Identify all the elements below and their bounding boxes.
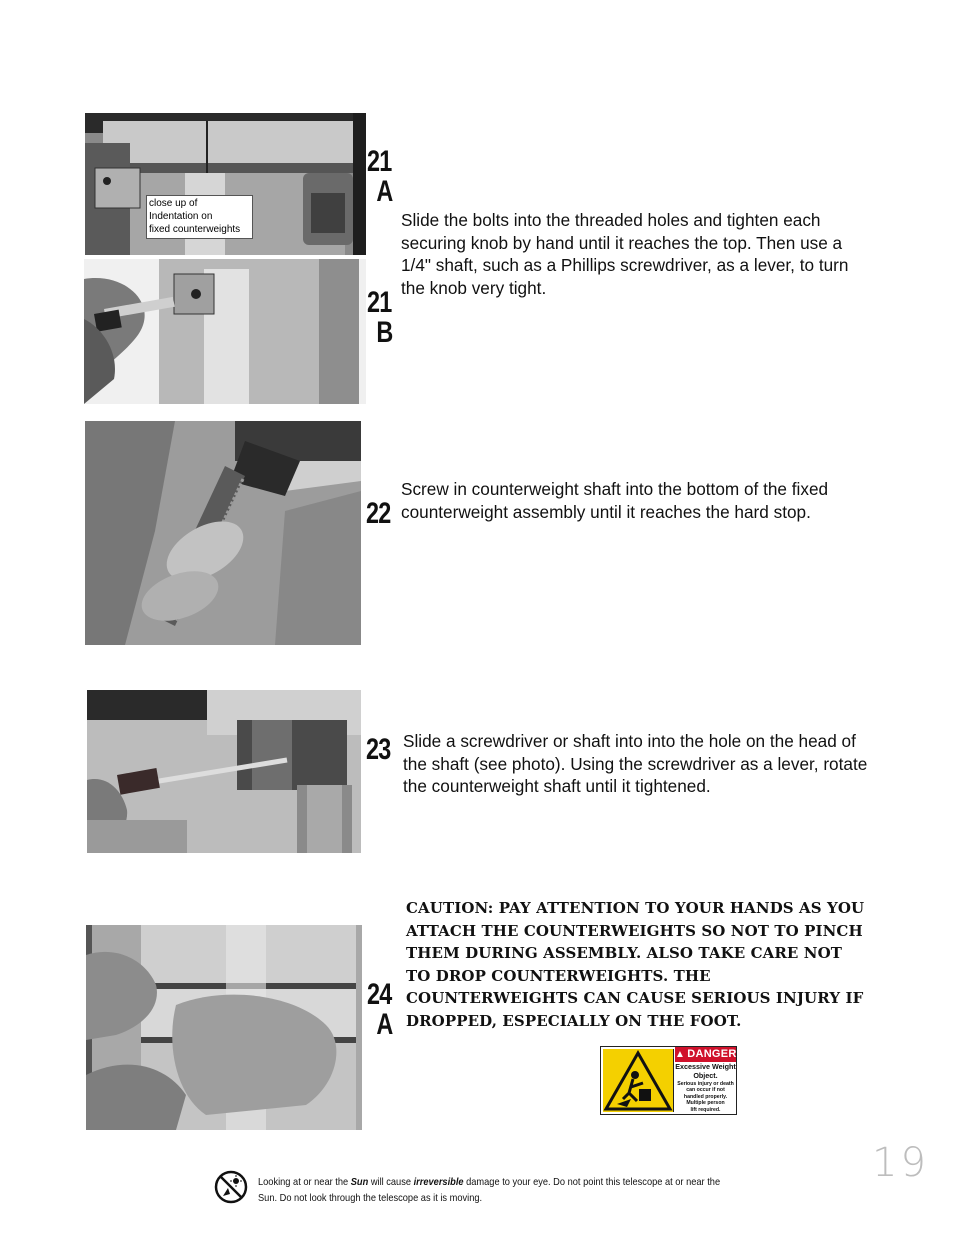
photo-step-22 [85, 421, 361, 645]
photo-caption [146, 195, 253, 239]
step-number: 21 [367, 286, 392, 319]
sun-warning-text [258, 1175, 744, 1207]
danger-header [675, 1047, 736, 1062]
warning-segment: will cause [368, 1177, 414, 1188]
step-letter: A [376, 1008, 393, 1041]
danger-label [600, 1046, 737, 1115]
step-letter: B [376, 316, 393, 349]
warning-segment: Looking at or near the [258, 1177, 351, 1188]
danger-body-line: handled properly. [683, 1093, 728, 1100]
step-number: 22 [366, 497, 391, 530]
photo-step-23 [87, 690, 361, 853]
danger-title-line: Excessive Weight [675, 1062, 736, 1071]
danger-title [675, 1063, 736, 1080]
step-number-21b [367, 288, 392, 348]
caption-line: fixed counterweights [149, 224, 241, 235]
caution-text: CAUTION: PAY ATTENTION TO YOUR HANDS AS YOU ATTACH THE COUNTERWEIGHTS SO NOT TO PINCH THEM DURING ASSEMBLY. ALSO TAKE CARE NOT TO DROP COUNTERWEIGHTS. THE COUNTERWEIGHTS CAN CAUSE SERIOUS INJURY IF DROPPED, ESPECIALLY ON THE FOOT. [406, 899, 865, 1030]
step-number-22 [366, 499, 390, 529]
step-23-text: Slide a screwdriver or shaft into into the hole on the head of the shaft (see photo). Using the screwdriver as a lever, rotate the counterweight shaft until it tightened. [403, 731, 868, 797]
sun-warning-line-2: Sun. Do not look through the telescope as it is moving. [258, 1193, 483, 1204]
no-sun-viewing-icon [214, 1170, 248, 1204]
step-number: 21 [367, 145, 392, 178]
photo-step-21b [84, 259, 366, 404]
danger-title-line: Object. [693, 1070, 718, 1080]
photo-step-21a [85, 113, 366, 255]
danger-body-line: can occur if not [686, 1087, 725, 1094]
caption-line: Indentation on [149, 211, 213, 222]
warning-emphasis-irreversible: irreversible [413, 1177, 464, 1188]
step-number-24a [367, 980, 392, 1040]
warning-emphasis-sun: Sun [350, 1177, 369, 1188]
step-number-21a [367, 147, 392, 207]
danger-body-line: Multiple person [686, 1100, 725, 1107]
danger-body [675, 1081, 736, 1113]
page-number: 19 [872, 1140, 929, 1186]
alert-icon: ▲ [675, 1049, 686, 1060]
step-number: 23 [366, 733, 391, 766]
step-22-text: Screw in counterweight shaft into the bottom of the fixed counterweight assembly until it reaches the hard stop. [401, 479, 829, 522]
step-number-23 [366, 735, 390, 765]
step-number: 24 [367, 978, 392, 1011]
danger-body-line: Serious injury or death [677, 1081, 734, 1087]
danger-word: DANGER [687, 1048, 737, 1060]
step-21-text: Slide the bolts into the threaded holes and tighten each securing knob by hand until it reaches the top. Then use a 1/4" shaft, such as a Phillips screwdriver, as a lever, to turn the knob very tight. [401, 210, 849, 298]
warning-segment: damage to your eye. Do not point this telescope at or near the [463, 1177, 721, 1188]
photo-step-24a [86, 925, 362, 1130]
sun-warning-line-1 [258, 1175, 744, 1191]
caption-line: close up of [149, 198, 198, 209]
danger-body-line: lift required. [690, 1106, 721, 1113]
warning-triangle-icon [603, 1049, 674, 1112]
step-letter: A [376, 175, 393, 208]
